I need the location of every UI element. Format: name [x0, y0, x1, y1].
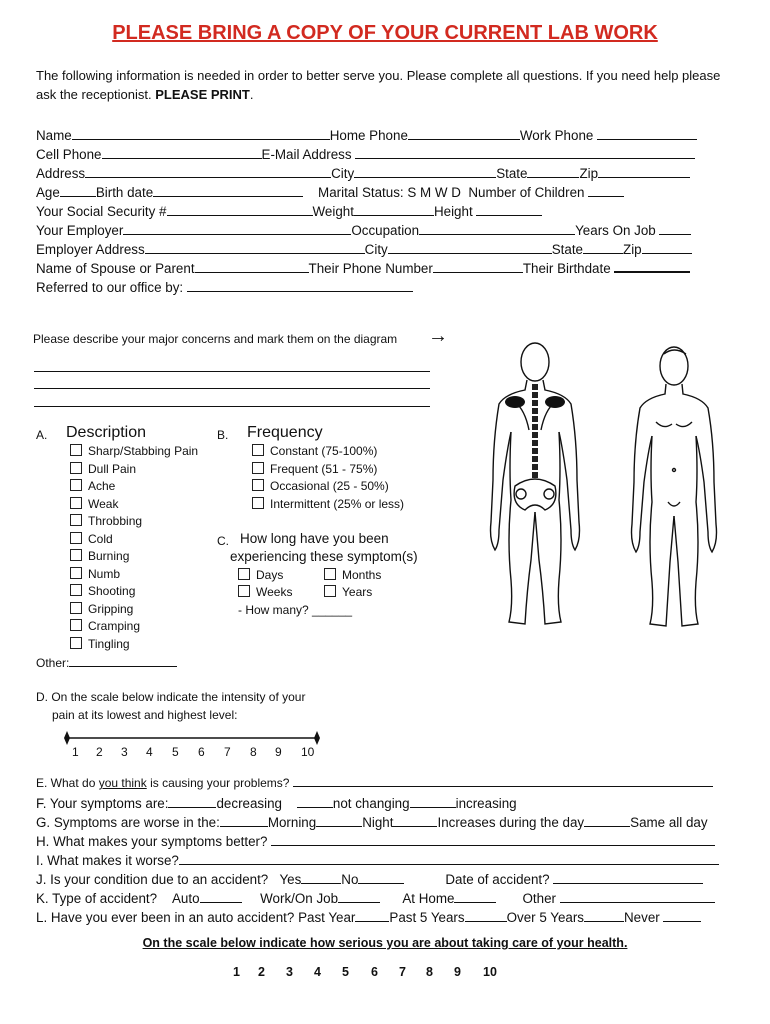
- j-label: J. Is your condition due to an accident?: [36, 872, 269, 887]
- h-label: H. What makes your symptoms better?: [36, 834, 268, 849]
- g-increases-label: Increases during the day: [437, 815, 585, 830]
- zip-field[interactable]: [598, 165, 690, 178]
- frequency-item[interactable]: [252, 443, 404, 461]
- k-other-label: Other: [522, 891, 557, 906]
- health-scale-number[interactable]: 6: [371, 965, 378, 979]
- employer-field[interactable]: [123, 222, 351, 235]
- their-phone-label: Their Phone Number: [308, 261, 433, 276]
- e-field[interactable]: [293, 776, 713, 787]
- health-scale-number[interactable]: 7: [399, 965, 406, 979]
- description-label: Throbbing: [88, 514, 143, 528]
- row-employer-address: [36, 240, 692, 259]
- referred-label: Referred to our office by:: [36, 280, 184, 295]
- weight-label: Weight: [312, 204, 354, 219]
- f-not-changing-field[interactable]: [297, 795, 333, 808]
- birth-date-label: Birth date: [95, 185, 154, 200]
- row-employer: [36, 221, 691, 240]
- scale-tick[interactable]: 8: [250, 745, 257, 759]
- health-scale-number[interactable]: 3: [286, 965, 293, 979]
- e-prefix: E. What do: [36, 776, 99, 790]
- scale-tick[interactable]: 4: [146, 745, 153, 759]
- section-b-heading: Frequency: [247, 424, 323, 441]
- health-scale-number[interactable]: 1: [233, 965, 240, 979]
- g-morning-label: Morning: [267, 815, 317, 830]
- body-front-diagram[interactable]: [628, 342, 720, 630]
- checkbox[interactable]: [70, 602, 82, 614]
- l-never-field[interactable]: [663, 909, 701, 922]
- k-auto-label: Auto: [171, 891, 200, 906]
- g-label: G. Symptoms are worse in the:: [36, 815, 220, 830]
- scale-tick[interactable]: 7: [224, 745, 231, 759]
- frequency-label: Occasional (25 - 50%): [270, 479, 389, 493]
- health-scale-number[interactable]: 10: [483, 965, 497, 979]
- other-row: [36, 656, 177, 670]
- email-field[interactable]: [355, 146, 695, 159]
- section-a-heading: Description: [66, 424, 147, 441]
- employer-zip-field[interactable]: [642, 241, 692, 254]
- row-age: [36, 183, 624, 202]
- g-night-field[interactable]: [316, 814, 362, 827]
- description-item[interactable]: [70, 583, 198, 601]
- scale-tick[interactable]: 3: [121, 745, 128, 759]
- section-d-line2: pain at its lowest and highest level:: [52, 708, 238, 722]
- l-never-label: Never: [624, 910, 660, 925]
- l-over5-field[interactable]: [584, 909, 624, 922]
- address-field[interactable]: [85, 165, 331, 178]
- description-item[interactable]: [70, 443, 198, 461]
- l-label: L. Have you ever been in an auto accident?: [36, 910, 295, 925]
- birth-date-field[interactable]: [153, 184, 303, 197]
- k-label: K. Type of accident?: [36, 891, 158, 906]
- checkbox[interactable]: [324, 585, 336, 597]
- description-item[interactable]: [70, 566, 198, 584]
- description-item[interactable]: [70, 548, 198, 566]
- section-a-letter: A.: [36, 428, 48, 442]
- description-label: Cramping: [88, 619, 141, 633]
- l-over5-label: Over 5 Years: [506, 910, 585, 925]
- scale-tick[interactable]: 10: [301, 745, 315, 759]
- employer-state-field[interactable]: [583, 241, 623, 254]
- state-field[interactable]: [527, 165, 579, 178]
- f-label: F. Your symptoms are:: [36, 796, 169, 811]
- l-past-year-field[interactable]: [355, 909, 389, 922]
- intro-end: .: [249, 87, 254, 102]
- description-item[interactable]: [70, 618, 198, 636]
- work-phone-label: Work Phone: [519, 128, 594, 143]
- f-increasing-field[interactable]: [410, 795, 456, 808]
- section-c-letter: C.: [217, 534, 229, 548]
- concerns-line-3[interactable]: [34, 406, 430, 407]
- address-label: Address: [36, 166, 86, 181]
- description-item[interactable]: [70, 478, 198, 496]
- section-j: [36, 870, 703, 889]
- i-label: I. What makes it worse?: [36, 853, 179, 868]
- referred-field[interactable]: [187, 279, 413, 292]
- section-c-line1: How long have you been: [240, 531, 389, 546]
- work-phone-field[interactable]: [597, 127, 697, 140]
- section-f: [36, 794, 517, 813]
- frequency-label: Intermittent (25% or less): [270, 496, 405, 511]
- description-item[interactable]: [70, 461, 198, 479]
- checkbox[interactable]: [70, 514, 82, 526]
- description-label: Numb: [88, 566, 121, 581]
- description-item[interactable]: [70, 601, 198, 619]
- how-many[interactable]: - How many? ______: [238, 603, 353, 617]
- j-no-field[interactable]: [358, 871, 404, 884]
- their-phone-field[interactable]: [433, 260, 523, 273]
- arrow-right-icon: →: [428, 325, 448, 347]
- section-b-letter: B.: [217, 428, 229, 442]
- their-birthdate-field[interactable]: [614, 259, 690, 273]
- description-label: Weak: [88, 496, 119, 511]
- j-date-field[interactable]: [553, 871, 703, 884]
- name-field[interactable]: [72, 127, 330, 140]
- health-prompt: On the scale below indicate how serious you are about taking care of your health.: [142, 936, 628, 950]
- concerns-line-2[interactable]: [34, 388, 430, 389]
- days-label: Days: [256, 568, 284, 582]
- description-label: Cold: [88, 531, 113, 546]
- scale-tick[interactable]: 1: [72, 745, 79, 759]
- l-past-year-label: Past Year: [298, 910, 356, 925]
- occupation-label: Occupation: [351, 223, 420, 238]
- name-label: Name: [36, 128, 72, 143]
- weeks-label: Weeks: [256, 585, 293, 599]
- g-morning-field[interactable]: [220, 814, 268, 827]
- marital-status-label: Marital Status: S M W D: [318, 185, 461, 200]
- description-list: [70, 443, 198, 653]
- zip-label: Zip: [579, 166, 599, 181]
- section-e: [36, 776, 713, 790]
- age-label: Age: [36, 185, 60, 200]
- frequency-item[interactable]: [252, 461, 404, 479]
- description-label: Sharp/Stabbing Pain: [88, 444, 199, 458]
- frequency-item[interactable]: [252, 478, 404, 496]
- j-yes-field[interactable]: [301, 871, 341, 884]
- checkbox[interactable]: [70, 584, 82, 596]
- scale-tick[interactable]: 5: [172, 745, 179, 759]
- age-field[interactable]: [60, 184, 96, 197]
- employer-state-label: State: [551, 242, 584, 257]
- f-decreasing-field[interactable]: [168, 795, 216, 808]
- children-label: Number of Children: [468, 185, 585, 200]
- spouse-field[interactable]: [195, 260, 309, 273]
- other-field[interactable]: [69, 656, 177, 667]
- scale-tick[interactable]: 6: [198, 745, 205, 759]
- checkbox[interactable]: [238, 585, 250, 597]
- spouse-label: Name of Spouse or Parent: [36, 261, 195, 276]
- employer-address-label: Employer Address: [36, 242, 145, 257]
- concerns-prompt: Please describe your major concerns and mark them on the diagram: [33, 332, 398, 346]
- employer-label: Your Employer: [36, 223, 124, 238]
- g-increases-field[interactable]: [393, 814, 437, 827]
- k-home-label: At Home: [402, 891, 455, 906]
- description-item[interactable]: [70, 513, 198, 531]
- years-option[interactable]: [324, 585, 372, 599]
- years-on-job-label: Years On Job: [575, 223, 656, 238]
- description-label: Gripping: [88, 601, 134, 616]
- f-not-changing-label: not changing: [332, 796, 410, 811]
- ssn-label: Your Social Security #: [36, 204, 167, 219]
- section-l: [36, 908, 701, 927]
- checkbox[interactable]: [70, 497, 82, 509]
- g-night-label: Night: [362, 815, 394, 830]
- section-d-line1: D. On the scale below indicate the intensity of your: [36, 690, 306, 704]
- frequency-label: Frequent (51 - 75%): [270, 461, 378, 476]
- k-other-field[interactable]: [560, 890, 715, 903]
- description-label: Dull Pain: [88, 461, 137, 476]
- page-title: PLEASE BRING A COPY OF YOUR CURRENT LAB WORK: [112, 22, 658, 44]
- j-yes-label: Yes: [279, 872, 302, 887]
- checkbox[interactable]: [70, 619, 82, 631]
- cell-phone-field[interactable]: [102, 146, 262, 159]
- employer-city-label: City: [364, 242, 388, 257]
- e-suffix: is causing your problems?: [146, 776, 290, 790]
- health-scale-number[interactable]: 4: [314, 965, 321, 979]
- checkbox[interactable]: [252, 462, 264, 474]
- e-underlined: you think: [98, 776, 147, 790]
- k-work-label: Work/On Job: [260, 891, 339, 906]
- row-address: [36, 164, 690, 183]
- checkbox[interactable]: [324, 568, 336, 580]
- their-birthdate-label: Their Birthdate: [522, 261, 611, 276]
- checkbox[interactable]: [252, 479, 264, 491]
- l-past5-field[interactable]: [465, 909, 507, 922]
- checkbox[interactable]: [70, 444, 82, 456]
- checkbox[interactable]: [252, 497, 264, 509]
- health-scale-number[interactable]: 5: [342, 965, 349, 979]
- checkbox[interactable]: [70, 637, 82, 649]
- section-h: [36, 832, 715, 851]
- checkbox[interactable]: [70, 532, 82, 544]
- weight-field[interactable]: [354, 203, 434, 216]
- description-label: Ache: [88, 479, 116, 493]
- cell-phone-label: Cell Phone: [36, 147, 102, 162]
- checkbox[interactable]: [70, 567, 82, 579]
- years-on-job-field[interactable]: [659, 222, 691, 235]
- occupation-field[interactable]: [419, 222, 575, 235]
- j-date-label: Date of accident?: [445, 872, 550, 887]
- row-name: [36, 126, 697, 145]
- h-field[interactable]: [271, 833, 715, 846]
- k-auto-field[interactable]: [200, 890, 242, 903]
- section-g: [36, 813, 708, 832]
- row-cell: [36, 145, 695, 164]
- health-scale-number[interactable]: 2: [258, 965, 265, 979]
- body-back-diagram[interactable]: [485, 340, 585, 630]
- scale-tick[interactable]: 9: [275, 745, 282, 759]
- home-phone-field[interactable]: [408, 127, 520, 140]
- email-label: E-Mail Address: [261, 147, 352, 162]
- years-label: Years: [342, 585, 373, 599]
- description-label: Shooting: [88, 584, 136, 598]
- employer-city-field[interactable]: [388, 241, 552, 254]
- description-item[interactable]: [70, 496, 198, 514]
- checkbox[interactable]: [252, 444, 264, 456]
- checkbox[interactable]: [70, 549, 82, 561]
- checkbox[interactable]: [70, 479, 82, 491]
- height-label: Height: [433, 204, 473, 219]
- description-item[interactable]: [70, 531, 198, 549]
- intro-bold: PLEASE PRINT: [155, 87, 250, 102]
- i-field[interactable]: [179, 852, 719, 865]
- section-i: [36, 851, 719, 870]
- health-scale-number[interactable]: 9: [454, 965, 461, 979]
- description-label: Burning: [88, 549, 130, 563]
- checkbox[interactable]: [238, 568, 250, 580]
- description-item[interactable]: [70, 636, 198, 654]
- row-ssn: [36, 202, 542, 221]
- health-scale-number[interactable]: 8: [426, 965, 433, 979]
- section-k: [36, 889, 715, 908]
- k-work-field[interactable]: [338, 890, 380, 903]
- months-option[interactable]: [324, 568, 381, 582]
- weeks-option[interactable]: [238, 585, 292, 599]
- g-same-label: Same all day: [630, 815, 708, 830]
- f-decreasing-label: decreasing: [216, 796, 282, 811]
- frequency-list: [252, 443, 404, 513]
- frequency-label: Constant (75-100%): [270, 444, 378, 458]
- row-referred: [36, 278, 413, 297]
- f-increasing-label: increasing: [455, 796, 517, 811]
- scale-tick[interactable]: 2: [96, 745, 103, 759]
- months-label: Months: [342, 568, 382, 582]
- j-no-label: No: [341, 872, 359, 887]
- k-home-field[interactable]: [454, 890, 496, 903]
- row-spouse: [36, 259, 690, 278]
- city-label: City: [331, 166, 355, 181]
- section-c-line2: experiencing these symptom(s): [230, 549, 418, 564]
- home-phone-label: Home Phone: [329, 128, 408, 143]
- other-label: Other:: [36, 656, 70, 670]
- days-option[interactable]: [238, 568, 283, 582]
- checkbox[interactable]: [70, 462, 82, 474]
- description-label: Tingling: [88, 636, 130, 651]
- ssn-field[interactable]: [167, 203, 313, 216]
- employer-address-field[interactable]: [145, 241, 365, 254]
- children-field[interactable]: [588, 184, 624, 197]
- frequency-item[interactable]: [252, 496, 404, 514]
- employer-zip-label: Zip: [623, 242, 642, 257]
- state-label: State: [496, 166, 528, 181]
- concerns-line-1[interactable]: [34, 371, 430, 372]
- city-field[interactable]: [354, 165, 496, 178]
- l-past5-label: Past 5 Years: [389, 910, 465, 925]
- intro-text: The following information is needed in order to better serve you. Please complete all questions. If you need help please ask the receptionist.: [36, 68, 721, 102]
- g-same-field[interactable]: [584, 814, 630, 827]
- intro-paragraph: [36, 66, 736, 104]
- height-field[interactable]: [476, 203, 542, 216]
